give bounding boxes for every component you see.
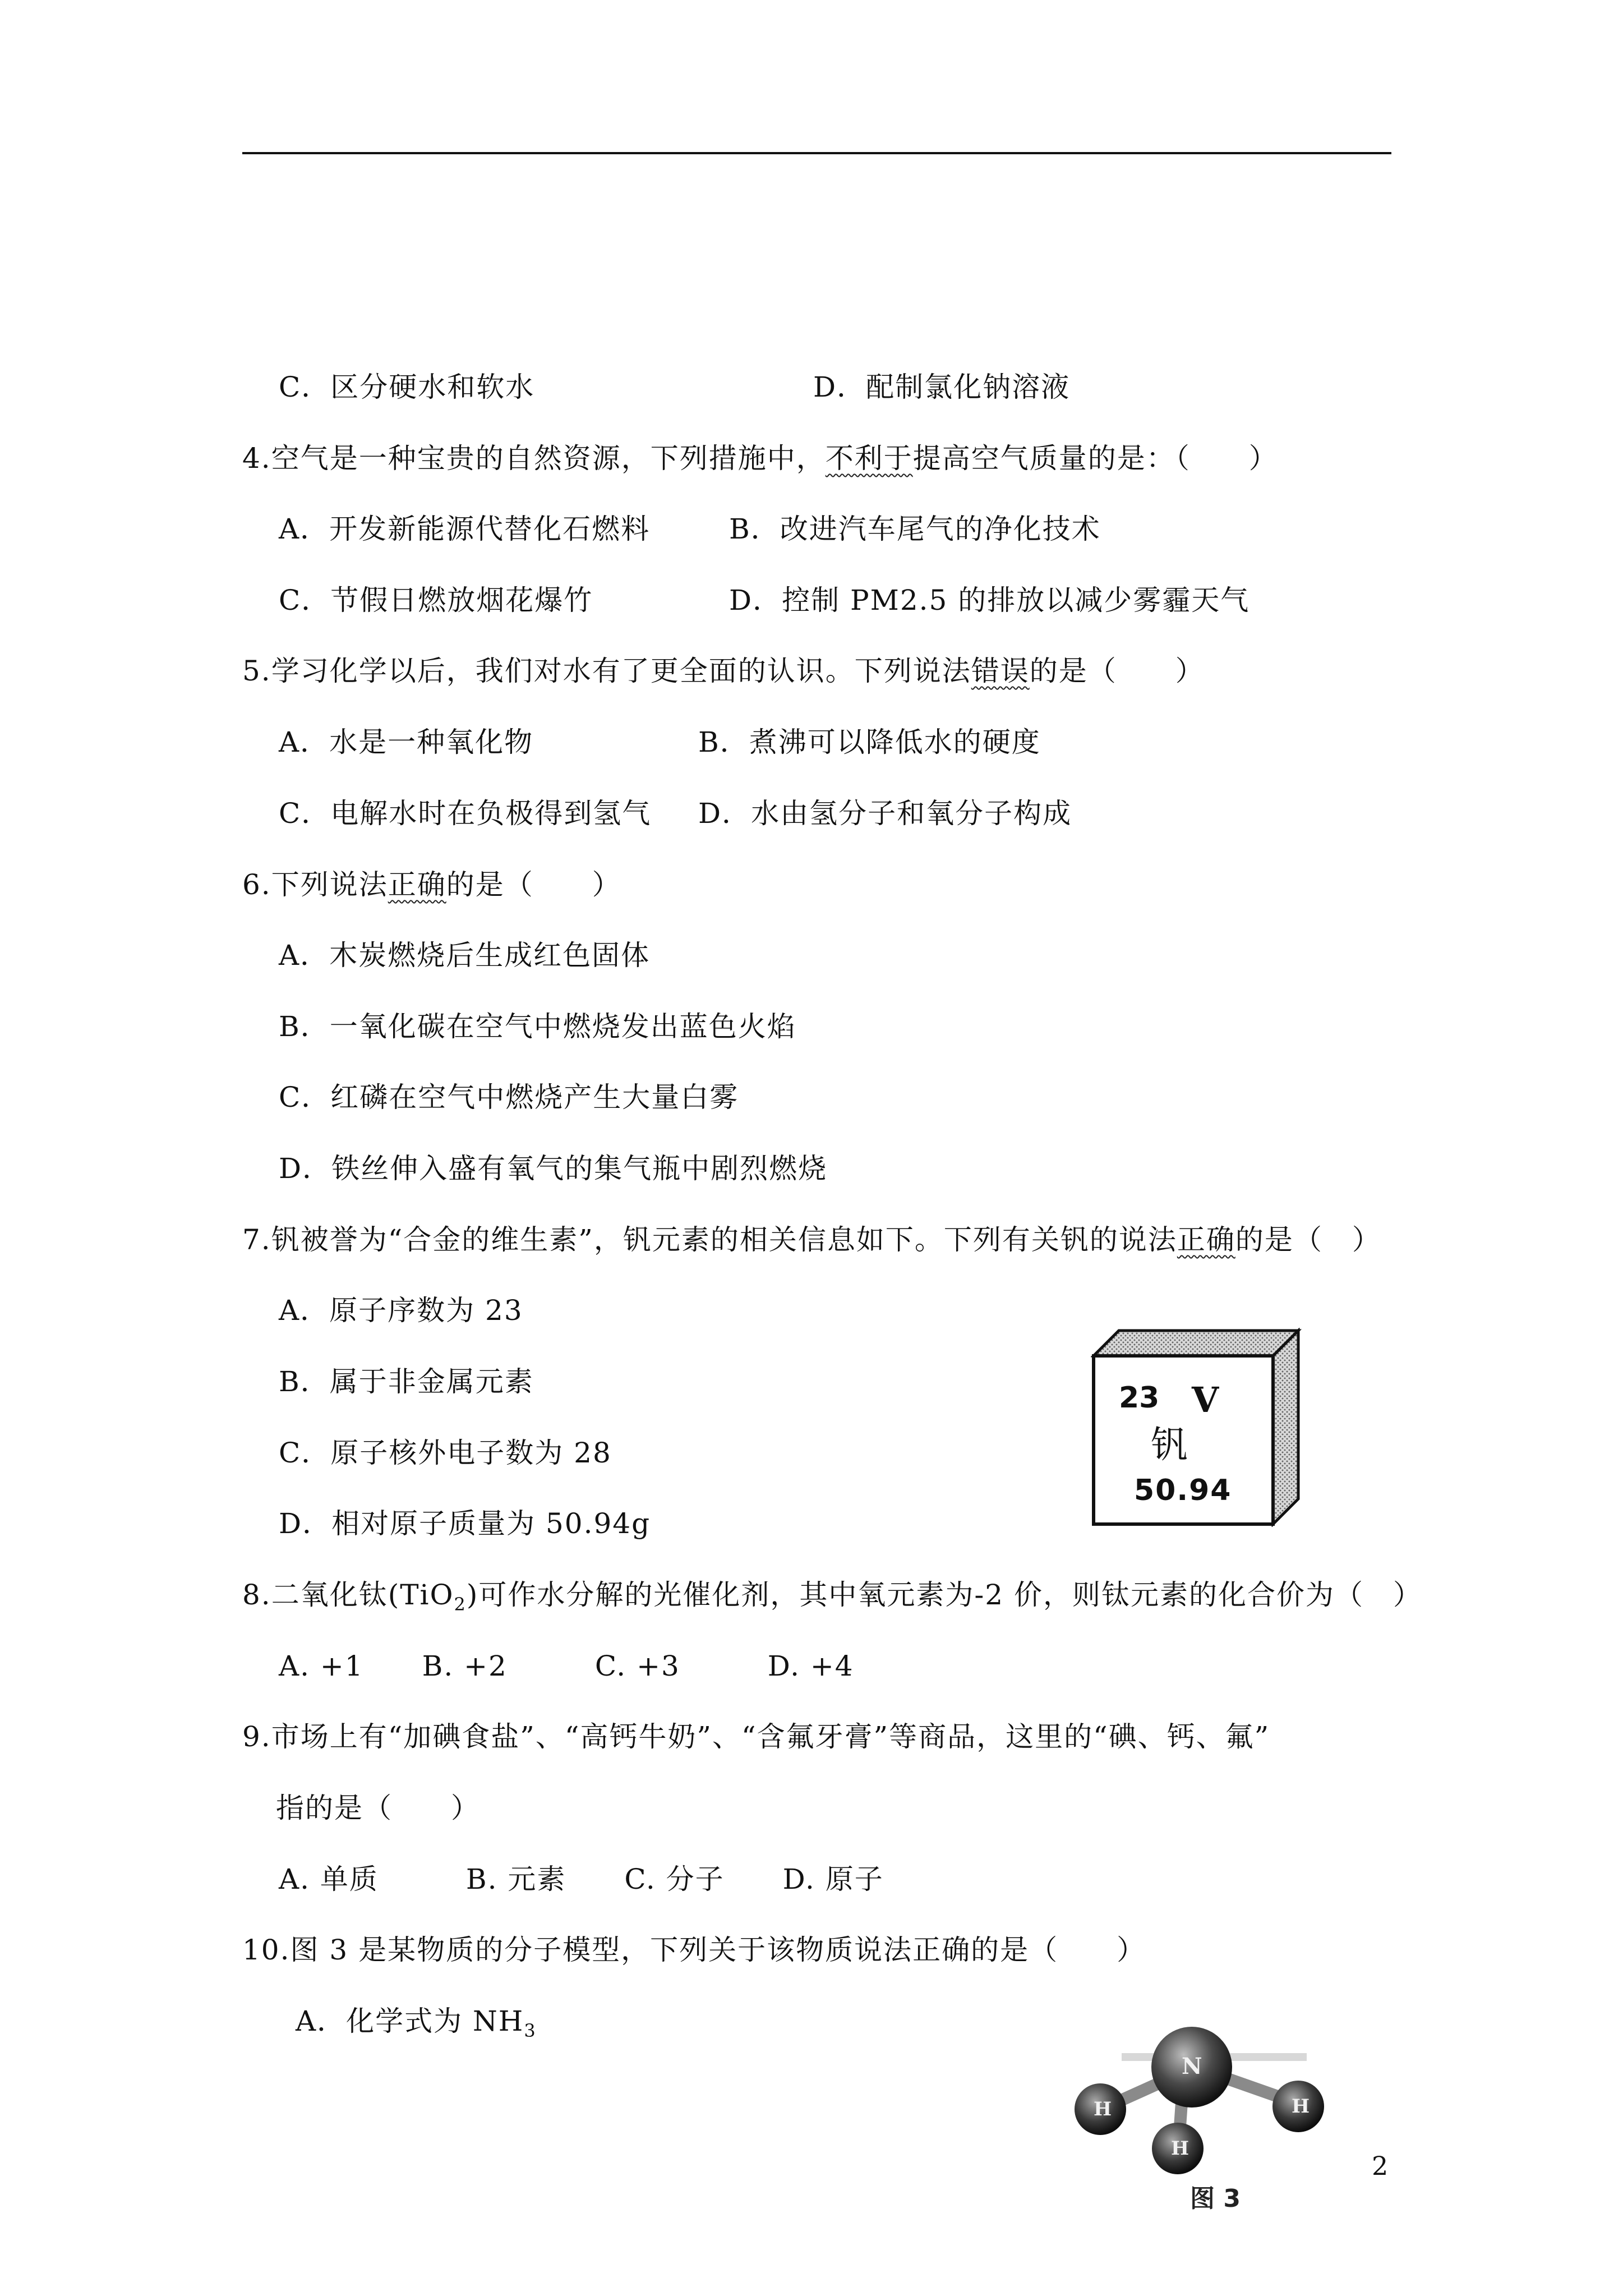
atom-label-h-left: H [1094, 2098, 1112, 2120]
q7-option-d[interactable]: D．相对原子质量为 50.94g [279, 1507, 651, 1540]
q4-option-b[interactable]: B．改进汽车尾气的净化技术 [729, 513, 1101, 545]
element-symbol: V [1192, 1379, 1219, 1420]
q6-stem [242, 868, 621, 901]
q6-option-d[interactable]: D．铁丝伸入盛有氧气的集气瓶中剧烈燃烧 [279, 1152, 828, 1185]
q9-stem-line2: 指的是（ ） [276, 1792, 480, 1824]
q8-options[interactable]: A. +1 B. +2 C. +3 D. +4 [279, 1650, 854, 1682]
header-rule [242, 152, 1391, 154]
q5-stem [242, 654, 1205, 688]
q5-stem-before: 5.学习化学以后，我们对水有了更全面的认识。下列说法 [242, 655, 971, 687]
q5-option-c[interactable]: C．电解水时在负极得到氢气 [279, 797, 652, 830]
q6-stem-before: 6.下列说法 [242, 868, 388, 901]
q7-option-c[interactable]: C．原子核外电子数为 28 [279, 1437, 612, 1469]
q5-stem-emphasis: 错误 [971, 655, 1030, 687]
q4-option-d[interactable]: D．控制 PM2.5 的排放以减少雾霾天气 [729, 584, 1250, 616]
q10-stem: 10.图 3 是某物质的分子模型，下列关于该物质说法正确的是（ ） [242, 1934, 1146, 1966]
q9-stem-line1: 9.市场上有“加碘食盐”、“高钙牛奶”、“含氟牙膏”等商品，这里的“碘、钙、氟” [242, 1720, 1270, 1753]
q6-option-a[interactable]: A．木炭燃烧后生成红色固体 [279, 939, 651, 972]
q7-stem-before: 7.钒被誉为“合金的维生素”，钒元素的相关信息如下。下列有关钒的说法 [242, 1223, 1177, 1256]
q3-option-c[interactable]: C．区分硬水和软水 [279, 371, 535, 403]
q7-stem [242, 1223, 1381, 1257]
q6-option-b[interactable]: B．一氧化碳在空气中燃烧发出蓝色火焰 [279, 1010, 796, 1043]
atom-label-n: N [1182, 2053, 1202, 2079]
element-atomic-mass: 50.94 [1134, 1474, 1232, 1507]
q7-option-a[interactable]: A．原子序数为 23 [279, 1294, 523, 1327]
vanadium-element-box [1091, 1328, 1304, 1527]
figure-caption: 图 3 [1190, 2184, 1241, 2213]
q10-option-a-subscript: 3 [524, 2020, 537, 2041]
q6-option-c[interactable]: C．红磷在空气中燃烧产生大量白雾 [279, 1081, 739, 1114]
q8-stem-before: 8.二氧化钛(TiO [242, 1579, 454, 1611]
q6-stem-emphasis: 正确 [388, 868, 446, 901]
ammonia-molecule-figure [1071, 2022, 1340, 2213]
q10-option-a-prefix: A．化学式为 NH [296, 2005, 524, 2037]
q7-stem-emphasis: 正确 [1177, 1223, 1235, 1256]
q8-stem-after: )可作水分解的光催化剂，其中氧元素为-2 价，则钛元素的化合价为（ ） [466, 1579, 1423, 1611]
q5-option-d[interactable]: D．水由氢分子和氧分子构成 [698, 797, 1072, 830]
atom-label-h-bottom: H [1171, 2137, 1189, 2160]
q4-stem [242, 441, 1278, 475]
element-name: 钒 [1151, 1423, 1188, 1466]
q5-option-a[interactable]: A．水是一种氧化物 [279, 726, 534, 758]
page-number: 2 [1372, 2151, 1389, 2181]
q4-stem-after: 提高空气质量的是：（ ） [912, 442, 1278, 475]
q3-option-d[interactable]: D．配制氯化钠溶液 [813, 371, 1071, 403]
q8-stem-subscript: 2 [454, 1594, 467, 1615]
q7-option-b[interactable]: B．属于非金属元素 [279, 1365, 534, 1398]
q5-option-b[interactable]: B．煮沸可以降低水的硬度 [698, 726, 1041, 758]
q4-stem-before: 4.空气是一种宝贵的自然资源，下列措施中， [242, 442, 826, 475]
element-atomic-number: 23 [1119, 1381, 1160, 1415]
q10-option-a[interactable] [296, 2004, 537, 2047]
q4-option-a[interactable]: A．开发新能源代替化石燃料 [279, 513, 651, 545]
q5-stem-after: 的是（ ） [1029, 655, 1205, 687]
atom-label-h-right: H [1292, 2095, 1310, 2118]
q9-options[interactable]: A. 单质 B. 元素 C. 分子 D. 原子 [279, 1863, 884, 1895]
q6-stem-after: 的是（ ） [446, 868, 621, 901]
q4-option-c[interactable]: C．节假日燃放烟花爆竹 [279, 584, 593, 616]
q7-stem-after: 的是（ ） [1235, 1223, 1381, 1256]
q8-stem [242, 1578, 1422, 1621]
q4-stem-emphasis: 不利于 [825, 442, 913, 475]
